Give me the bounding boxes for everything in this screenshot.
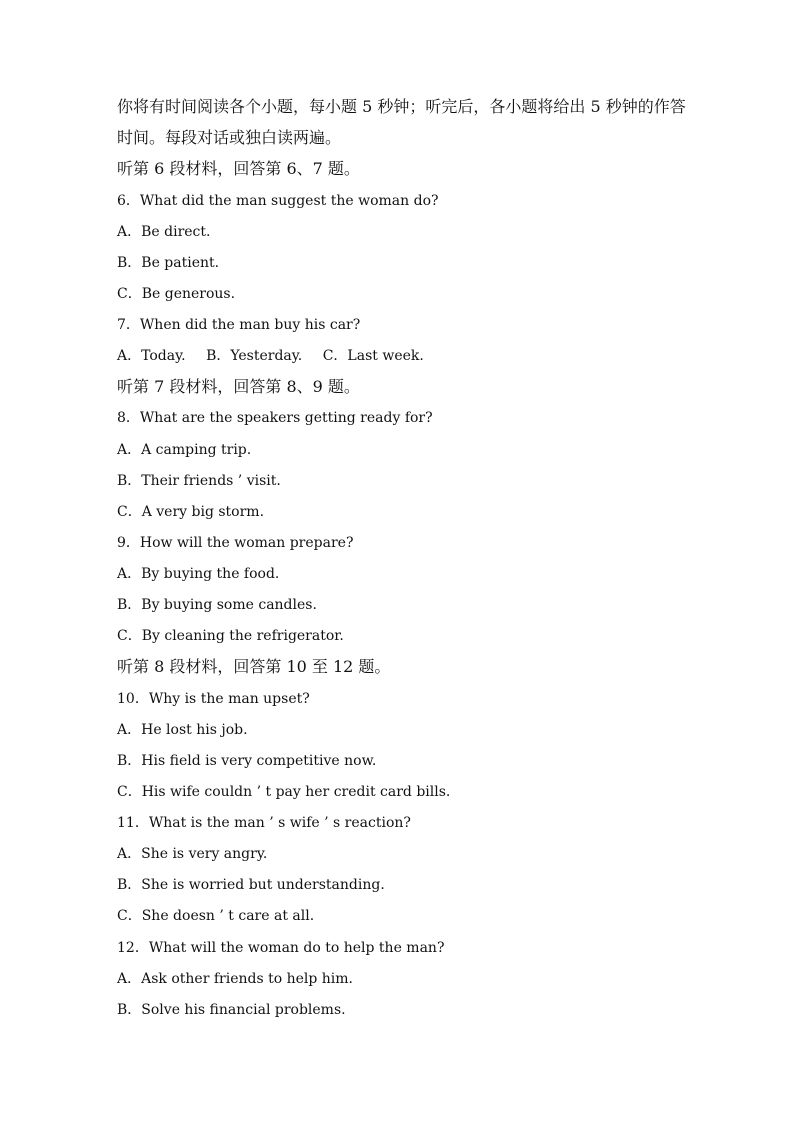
- question-11-stem: 11．What is the man ’ s wife ’ s reaction?: [117, 815, 411, 831]
- question-6-option-b: B．Be patient.: [117, 255, 220, 271]
- question-9-option-b: B．By buying some candles.: [117, 597, 317, 613]
- question-10-option-a: A．He lost his job.: [117, 722, 248, 738]
- question-7-option-b: B．Yesterday.: [206, 348, 303, 364]
- question-12-option-b: B．Solve his financial problems.: [117, 1002, 346, 1018]
- question-11-option-a: A．She is very angry.: [117, 846, 268, 862]
- section-header-7: 听第 7 段材料，回答第 8、9 题。: [117, 377, 360, 396]
- section-header-6: 听第 6 段材料，回答第 6、7 题。: [117, 159, 360, 178]
- question-10-stem: 10．Why is the man upset?: [117, 691, 310, 707]
- question-7-options: [117, 346, 424, 366]
- question-11-option-c: C．She doesn ’ t care at all.: [117, 908, 315, 924]
- question-7-option-c: C．Last week.: [322, 348, 424, 364]
- question-11-option-b: B．She is worried but understanding.: [117, 877, 385, 893]
- question-12-option-a: A．Ask other friends to help him.: [117, 971, 354, 987]
- intro-line-2: 时间。每段对话或独白读两遍。: [117, 128, 342, 147]
- question-8-option-c: C．A very big storm.: [117, 504, 265, 520]
- question-8-option-b: B．Their friends ’ visit.: [117, 473, 281, 489]
- question-9-stem: 9．How will the woman prepare?: [117, 535, 354, 551]
- question-9-option-c: C．By cleaning the refrigerator.: [117, 628, 344, 644]
- question-8-option-a: A．A camping trip.: [117, 442, 252, 458]
- question-8-stem: 8．What are the speakers getting ready for?: [117, 410, 433, 426]
- section-header-8: 听第 8 段材料，回答第 10 至 12 题。: [117, 657, 391, 676]
- question-10-option-b: B．His field is very competitive now.: [117, 753, 377, 769]
- question-9-option-a: A．By buying the food.: [117, 566, 280, 582]
- question-6-stem: 6．What did the man suggest the woman do?: [117, 193, 439, 209]
- question-7-stem: 7．When did the man buy his car?: [117, 317, 361, 333]
- question-6-option-c: C．Be generous.: [117, 286, 236, 302]
- question-10-option-c: C．His wife couldn ’ t pay her credit card bills.: [117, 784, 451, 800]
- question-7-option-a: A．Today.: [117, 348, 186, 364]
- question-6-option-a: A．Be direct.: [117, 224, 211, 240]
- intro-line-1: 你将有时间阅读各个小题，每小题 5 秒钟；听完后，各小题将给出 5 秒钟的作答: [117, 97, 686, 116]
- question-12-stem: 12．What will the woman do to help the man?: [117, 940, 445, 956]
